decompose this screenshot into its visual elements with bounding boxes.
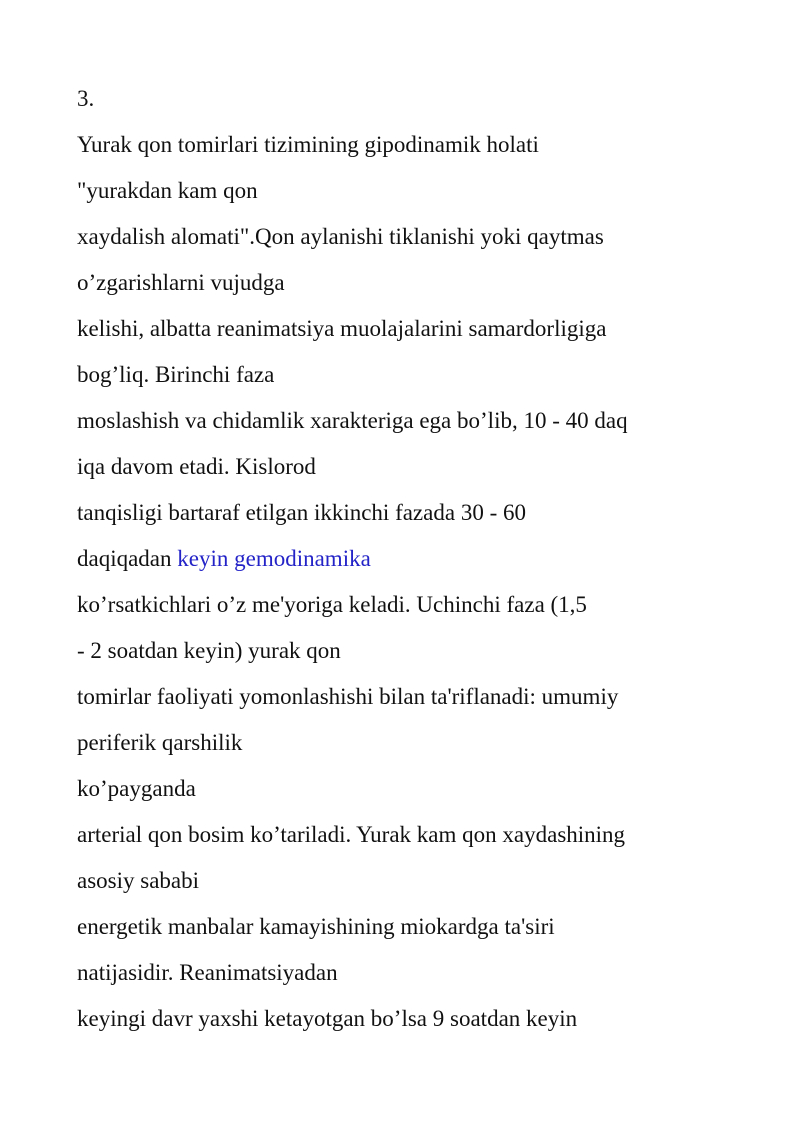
text-line: natijasidir. Reanimatsiyadan (77, 960, 338, 985)
text-line: iqa davom etadi. Kislorod (77, 454, 316, 479)
text-line: xaydalish alomati".Qon aylanishi tiklanishi yoki qaytmas (77, 224, 604, 249)
text-line: Yurak qon tomirlari tizimining gipodinamik holati (77, 132, 539, 157)
text-line: bog’liq. Birinchi faza (77, 362, 275, 387)
text-line: ko’rsatkichlari o’z me'yoriga keladi. Uchinchi faza (1,5 (77, 592, 587, 617)
text-line: arterial qon bosim ko’tariladi. Yurak kam qon xaydashining (77, 822, 626, 847)
text-line: tanqisligi bartaraf etilgan ikkinchi fazada 30 - 60 (77, 500, 526, 525)
text-line-prefix: daqiqadan (77, 546, 178, 571)
text-line: - 2 soatdan keyin) yurak qon (77, 638, 341, 663)
text-line: moslashish va chidamlik xarakteriga ega bo’lib, 10 - 40 daq (77, 408, 628, 433)
text-line: tomirlar faoliyati yomonlashishi bilan ta'riflanadi: umumiy (77, 684, 619, 709)
section-number: 3. (77, 86, 95, 111)
text-line: ko’payganda (77, 776, 196, 801)
inline-link[interactable]: keyin gemodinamika (177, 546, 371, 571)
text-line: periferik qarshilik (77, 730, 243, 755)
text-line: "yurakdan kam qon (77, 178, 258, 203)
document-body (77, 76, 777, 1042)
text-line: keyingi davr yaxshi ketayotgan bo’lsa 9 soatdan keyin (77, 1006, 578, 1031)
text-line: kelishi, albatta reanimatsiya muolajalarini samardorligiga (77, 316, 607, 341)
text-line: energetik manbalar kamayishining miokardga ta'siri (77, 914, 555, 939)
text-line: o’zgarishlarni vujudga (77, 270, 285, 295)
text-line: asosiy sababi (77, 868, 200, 893)
text-line-with-link (77, 536, 777, 582)
